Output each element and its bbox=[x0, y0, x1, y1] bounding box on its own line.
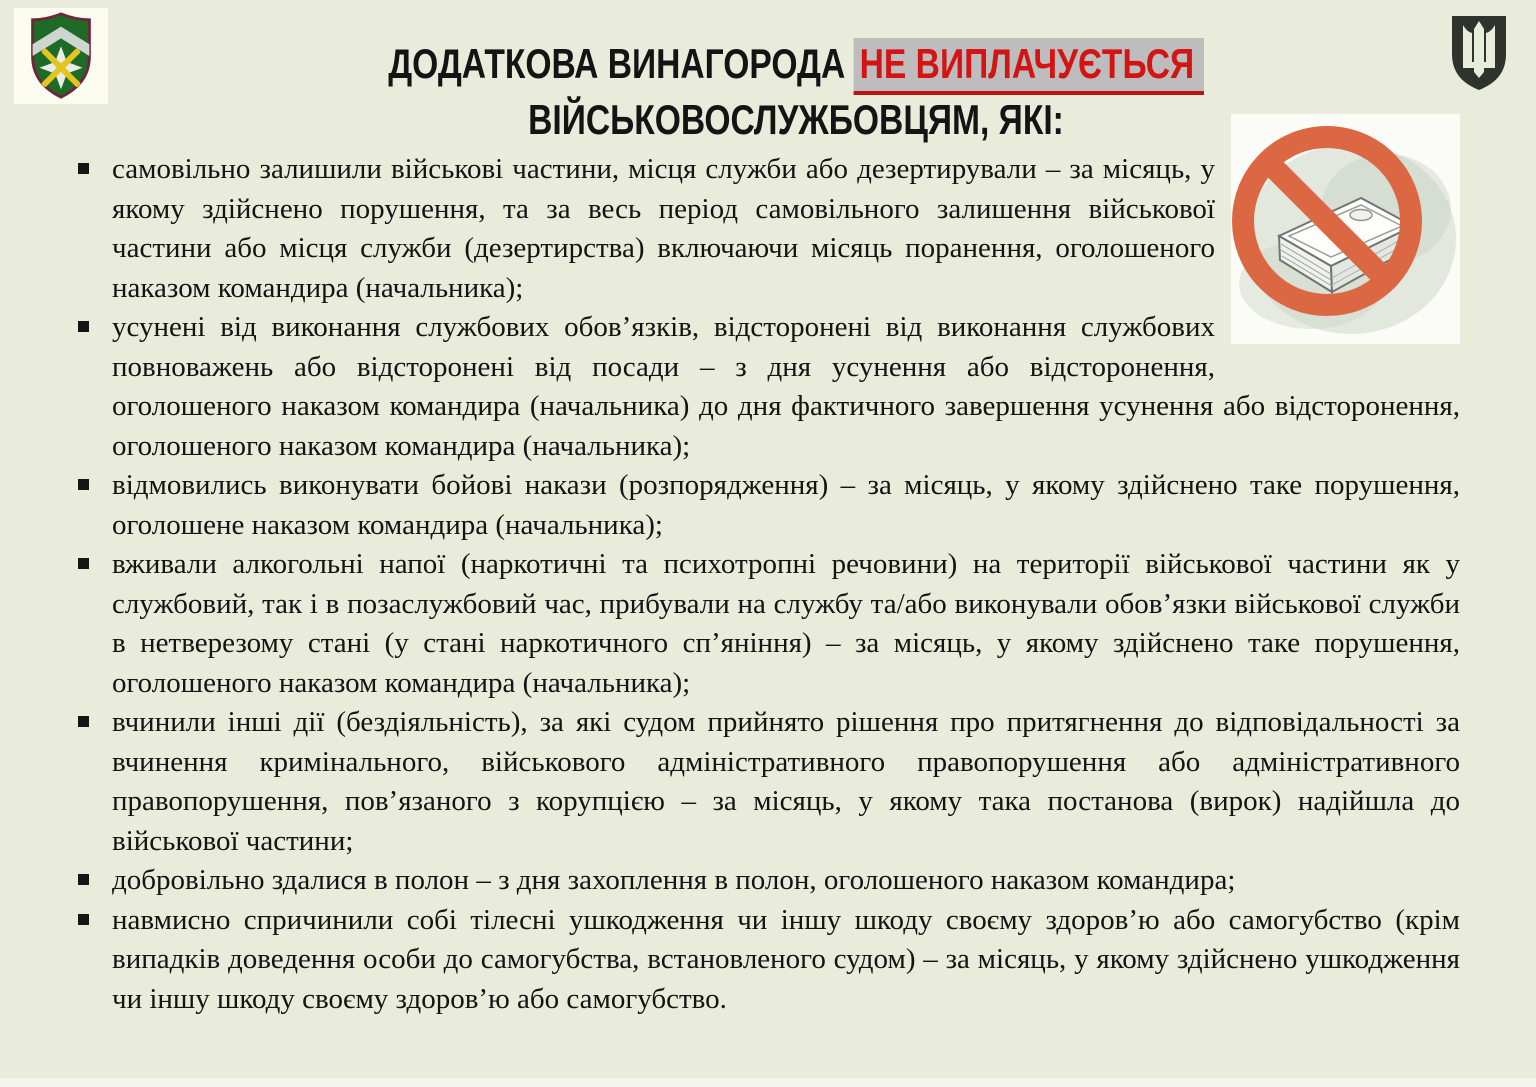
list-item bbox=[78, 861, 1460, 901]
title-highlight-text: НЕ ВИПЛАЧУЄТЬСЯ bbox=[853, 38, 1204, 95]
list-item bbox=[78, 150, 1460, 308]
bullet-text: навмисно спричинили собі тілесні ушкодження чи іншу шкоду своєму здоров’ю або самогубство (крім випадків доведення особи до самогубства, встановленого судом) – за місяць, у якому здійснено ушкодження чи іншу шкоду своєму здоров’ю або самогубство. bbox=[112, 903, 1460, 1015]
title-line-2: ВІЙСЬКОВОСЛУЖБОВЦЯМ, ЯКІ: bbox=[528, 96, 1064, 143]
trident-shield-emblem-icon bbox=[1448, 12, 1510, 94]
bullet-text: добровільно здалися в полон – з дня захоплення в полон, оголошеного наказом командира; bbox=[112, 864, 1236, 896]
bullet-text: самовільно залишили військові частини, місця служби або дезертирували – за місяць, у якому здійснено порушення, та за весь період самовільного залишення військової частини або місця служби (дезертирства) включаючи місяць поранення, оголошеного наказом командира (начальника); bbox=[112, 153, 1215, 304]
bullet-text: вчинили інші дії (бездіяльність), за які судом прийнято рішення про притягнення до відповідальності за вчинення кримінального, військового адміністративного правопорушення або адміністративного правопорушення, пов’язаного з корупцією – за місяць, у якому така постанова (вирок) надійшла до військової частини; bbox=[112, 706, 1460, 857]
bottom-accent-bar bbox=[0, 1078, 1536, 1087]
bullet-square-icon bbox=[78, 914, 89, 925]
bullet-square-icon bbox=[78, 558, 89, 569]
bullet-square-icon bbox=[78, 163, 89, 174]
list-item bbox=[78, 703, 1460, 861]
bullet-list bbox=[78, 150, 1460, 1019]
bullet-text: усунені від виконання службових обов’язків, відсторонені від виконання службових повноважень або відсторонені від посади – з дня усунення або відсторонення, оголошеного наказом командира (начальника) до дня фактичного завершення усунення або відсторонення, оголошеного наказом командира (начальника); bbox=[112, 311, 1460, 462]
bullet-square-icon bbox=[78, 716, 89, 727]
bullet-text: відмовились виконувати бойові накази (розпорядження) – за місяць, у якому здійснено таке порушення, оголошене наказом командира (начальника); bbox=[112, 469, 1460, 541]
list-item bbox=[78, 466, 1460, 545]
bullet-text: вживали алкогольні напої (наркотичні та психотропні речовини) на території військової частини як у службовий, так і в позаслужбовий час, прибували на службу та/або виконували обов’язки військової служби в нетверезому стані (у стані наркотичного сп’яніння) – за місяць, у якому здійснено таке порушення, оголошеного наказом командира (начальника); bbox=[112, 548, 1460, 699]
list-item bbox=[78, 308, 1460, 466]
bullet-square-icon bbox=[78, 479, 89, 490]
title-line-1 bbox=[204, 38, 1388, 95]
list-item bbox=[78, 545, 1460, 703]
bullet-square-icon bbox=[78, 874, 89, 885]
title-main-text: ДОДАТКОВА ВИНАГОРОДА bbox=[388, 40, 846, 87]
list-item bbox=[78, 901, 1460, 1020]
bullet-square-icon bbox=[78, 321, 89, 332]
